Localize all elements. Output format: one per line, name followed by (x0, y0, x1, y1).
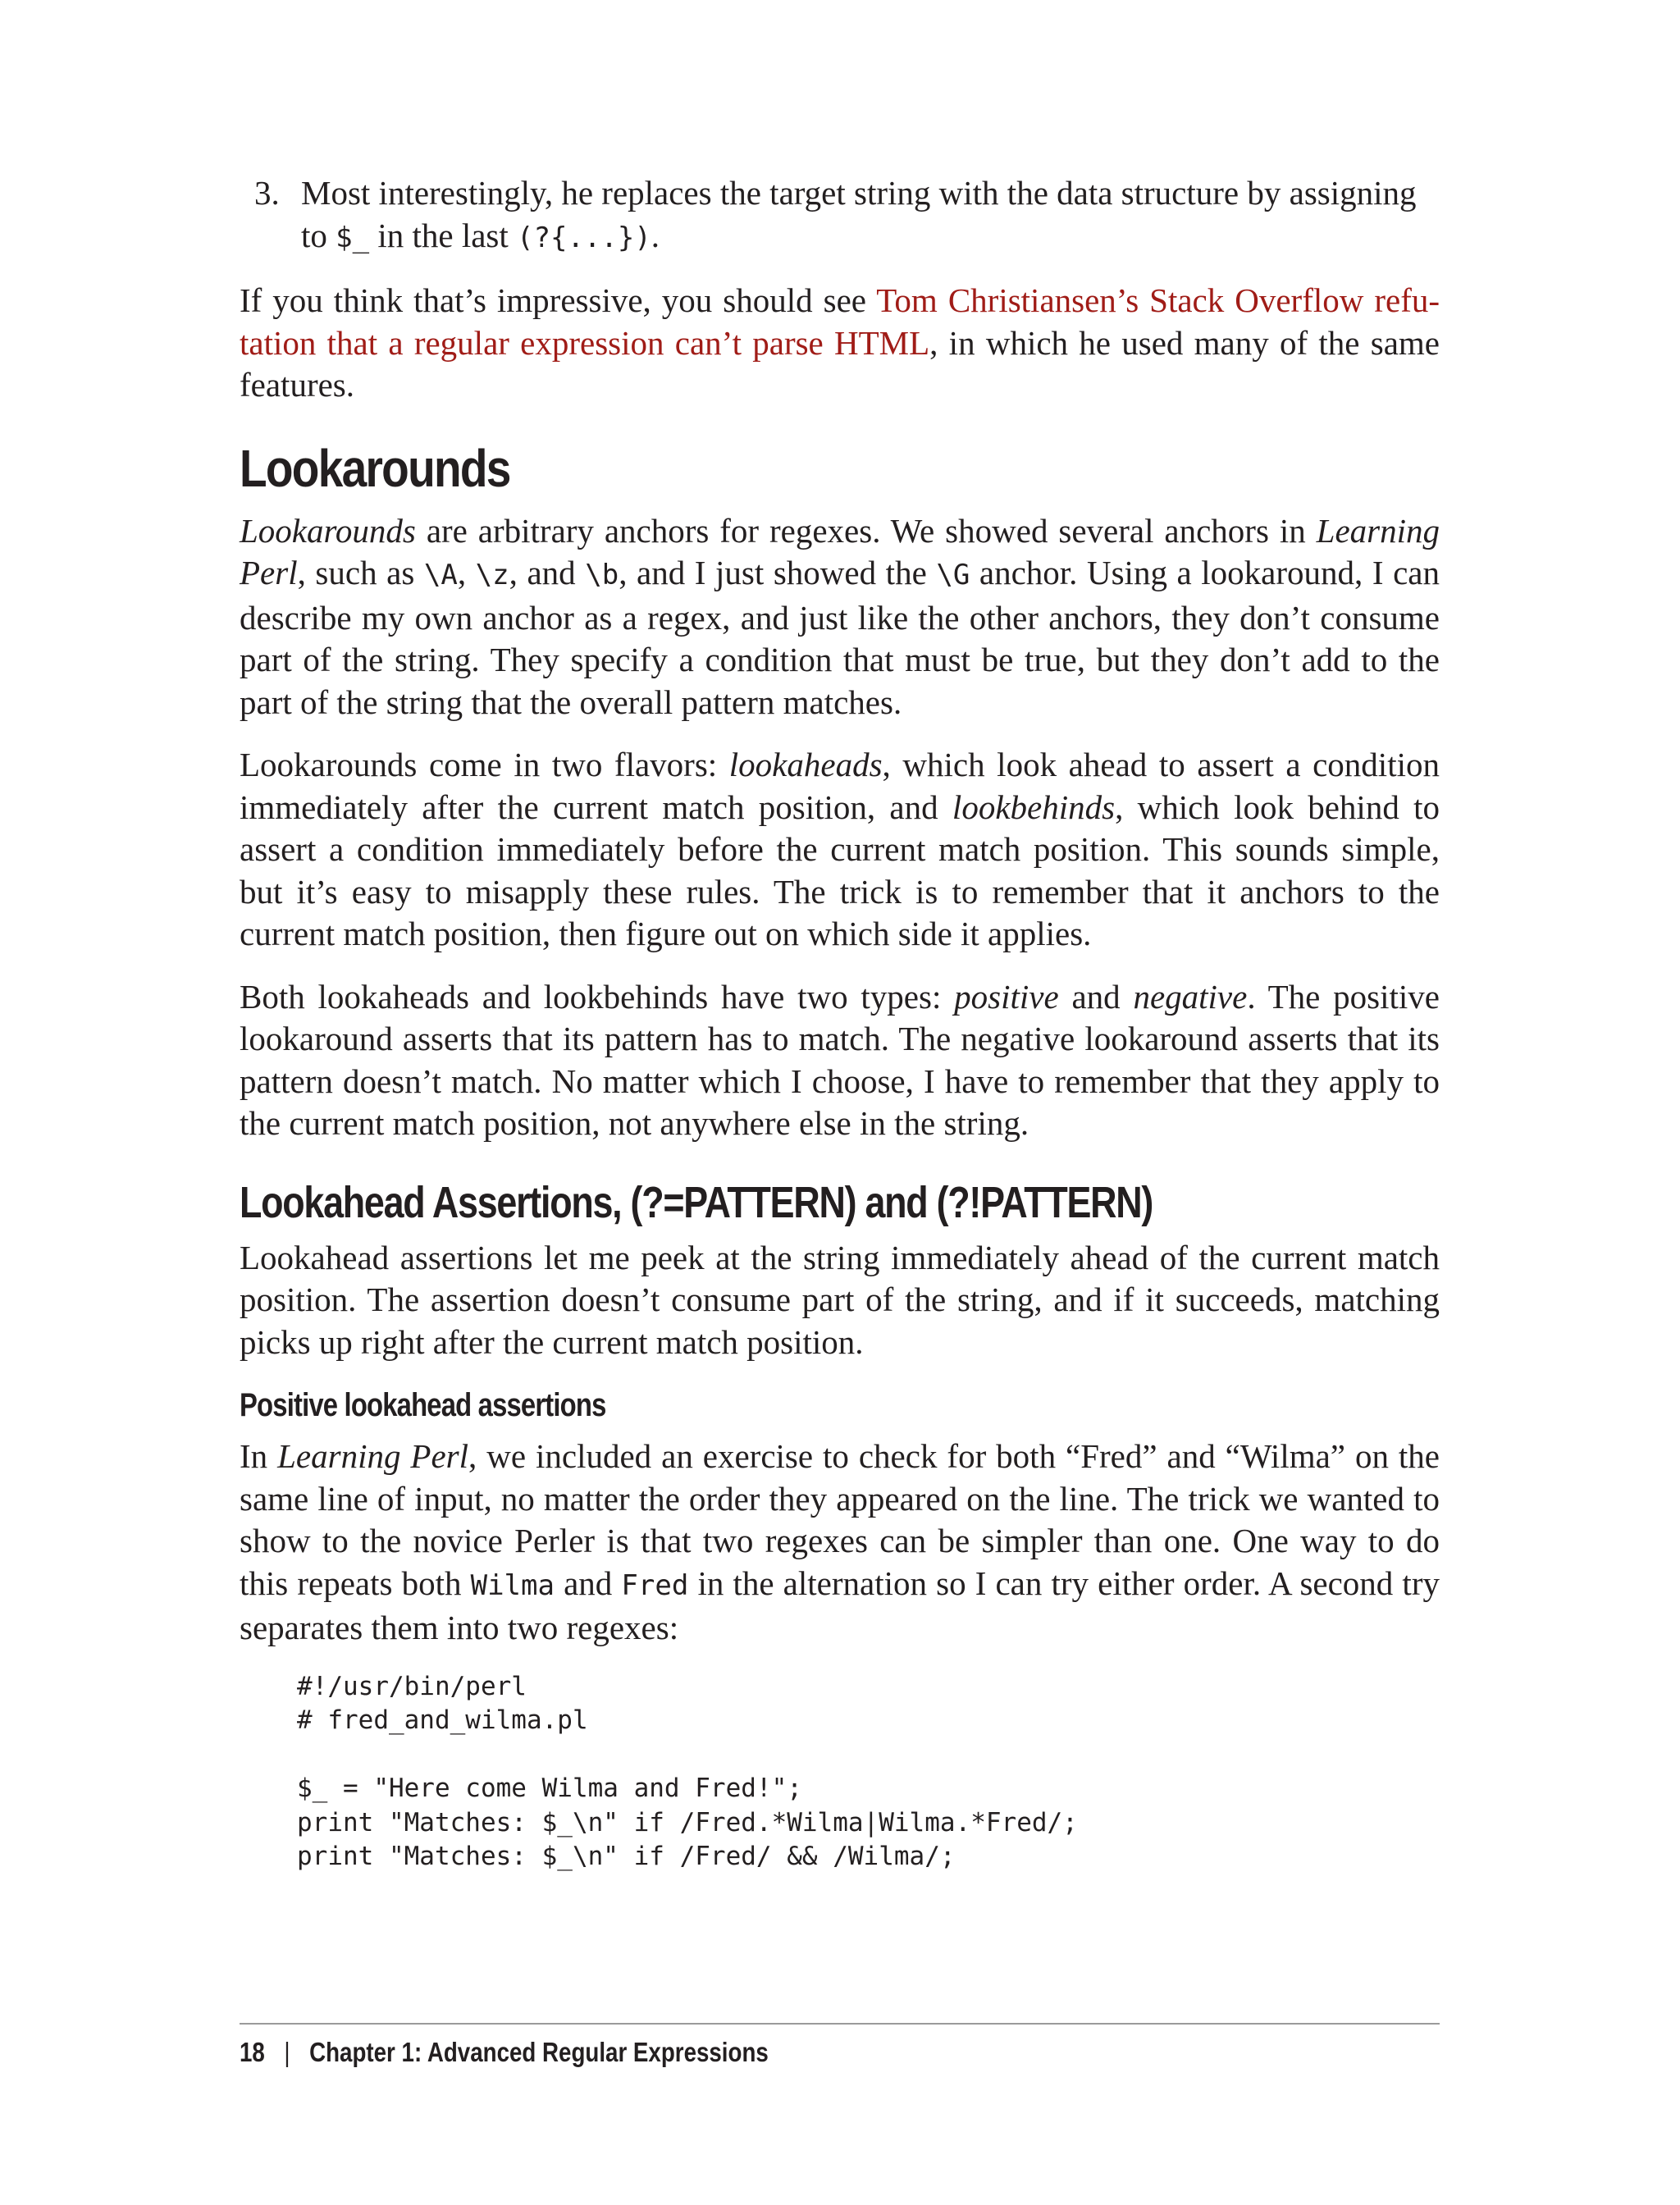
inline-code: \b (585, 559, 619, 591)
inline-code: \G (936, 559, 970, 591)
list-item: 3. Most interestingly, he replaces the target string with the data structure by assigning to $_ in the last (?{...}). (254, 174, 1417, 254)
inline-code: \A (423, 559, 458, 591)
inline-code: Wilma (470, 1568, 555, 1602)
stack-overflow-link[interactable]: Tom Christiansen’s Stack Overflow refutation that a regular expression can’t parse HTML (240, 281, 1440, 362)
paragraph: Lookahead assertions let me peek at the string immediately ahead of the current match position. The assertion doesn’t consume part of the string, and if it succeeds, matching picks up right after the current match position. (240, 1238, 1440, 1361)
chapter-title: Chapter 1: Advanced Regular Expressions (309, 2037, 769, 2067)
numbered-list (240, 172, 1440, 259)
paragraph: Lookarounds are arbitrary anchors for regexes. We showed several anchors in Learning Perl, such as \A, \z, and \b, and I just showed the \G anchor. Using a lookaround, I can describe my own anchor as a regex, and just like the other anchors, they don’t consume part of the string. They specify a condition that must be true, but they don’t add to the part of the string that the overall pattern matches. (240, 511, 1440, 721)
page-number: 18 (240, 2037, 265, 2067)
paragraph: Both lookaheads and lookbehinds have two types: positive and negative. The positive lookaround asserts that its pattern has to match. The negative lookaround asserts that its pattern doesn’t match. No matter which I choose, I have to remember that they apply to the current match position, not anywhere else in the string. (240, 977, 1440, 1142)
section-heading: Lookarounds (240, 438, 510, 498)
inline-code: Fred (621, 1568, 689, 1602)
footer-separator: | (284, 2037, 290, 2067)
paragraph: If you think that’s impressive, you should see Tom Christiansen’s Stack Overflow refutation that a regular expression can’t parse HTML, in which he used many of the same features. (240, 281, 1440, 404)
inline-code: (?{...}) (517, 221, 651, 254)
inline-code: \z (475, 559, 509, 591)
code-block: #!/usr/bin/perl # fred_and_wilma.pl $_ = "Here come Wilma and Fred!"; print "Matches: $_\n" if /Fred.*Wilma|Wilma.*Fred/; print "Matches: $_\n" if /Fred/ && /Wilma/; (297, 1671, 1078, 1871)
paragraph: In Learning Perl, we included an exercise to check for both “Fred” and “Wilma” on the same line of input, no matter the order they appeared on the line. The trick we wanted to show to the novice Perler is that two regexes can be simpler than one. One way to do this repeats both Wilma and Fred in the alternation so I can try either order. A second try separates them into two regexes: (240, 1437, 1440, 1646)
page-footer (240, 2023, 1440, 2069)
subsubsection-heading: Positive lookahead assertions (240, 1387, 606, 1423)
list-item-number: 3. (254, 174, 280, 212)
inline-code: $_ (336, 221, 370, 254)
page-body (240, 172, 1440, 1874)
subsection-heading: Lookahead Assertions, (?=PATTERN) and (?!PATTERN) (240, 1177, 1153, 1227)
paragraph: Lookarounds come in two flavors: lookaheads, which look ahead to assert a condition immediately after the current match position, and lookbehinds, which look behind to assert a condition immediately before the current match position. This sounds simple, but it’s easy to misapply these rules. The trick is to remember that it anchors to the current match position, then figure out on which side it applies. (240, 746, 1440, 952)
